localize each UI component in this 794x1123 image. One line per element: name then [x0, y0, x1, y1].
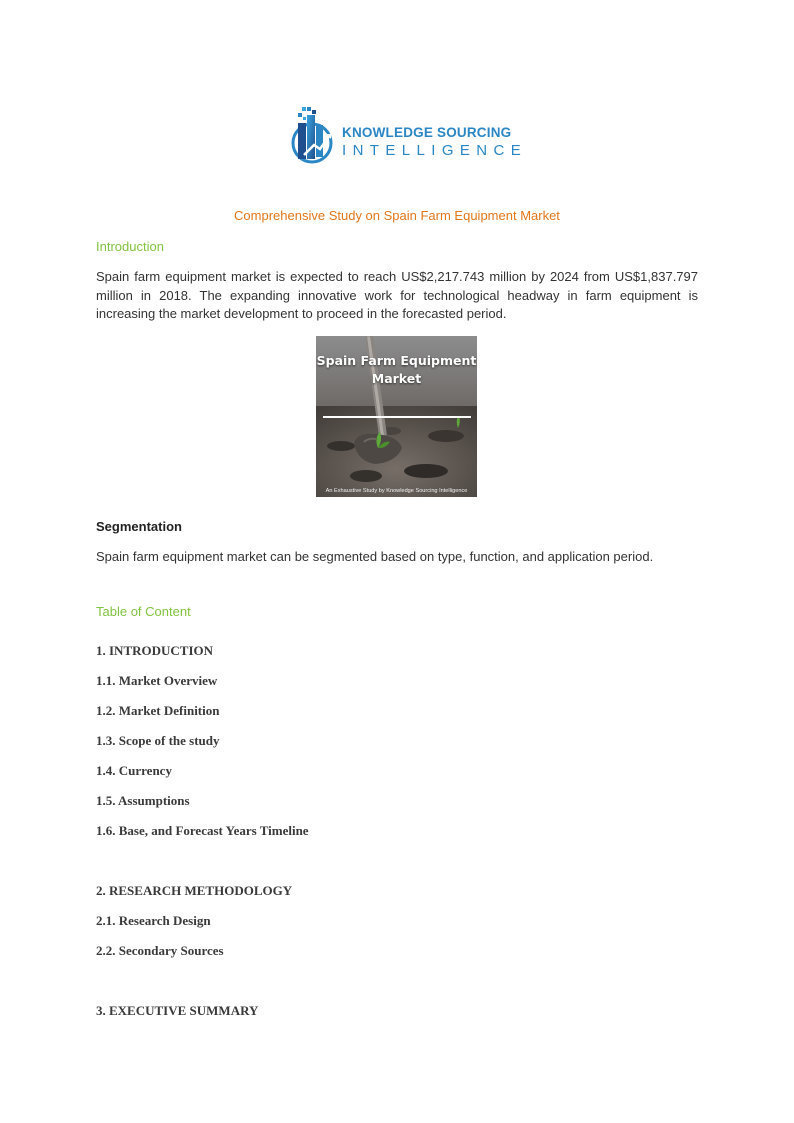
company-logo	[290, 103, 528, 165]
toc-item: 1.4. Currency	[96, 763, 172, 778]
market-cover-image	[316, 336, 477, 497]
logo-building-icon	[290, 105, 338, 165]
cover-image-title: Spain Farm Equipment Market	[316, 353, 477, 386]
logo-text-line2: INTELLIGENCE	[342, 142, 528, 159]
introduction-heading: Introduction	[96, 239, 164, 254]
segmentation-heading: Segmentation	[96, 519, 182, 534]
toc-item: 2.1. Research Design	[96, 913, 211, 928]
toc-heading: Table of Content	[96, 604, 191, 619]
toc-item: 2. RESEARCH METHODOLOGY	[96, 883, 293, 898]
toc-item: 3. EXECUTIVE SUMMARY	[96, 1003, 259, 1018]
segmentation-paragraph: Spain farm equipment market can be segmented based on type, function, and application period.	[96, 549, 654, 564]
document-title: Comprehensive Study on Spain Farm Equipment Market	[234, 208, 560, 223]
toc-item: 1. INTRODUCTION	[96, 643, 214, 658]
cover-image-caption: An Exhaustive Study by Knowledge Sourcing Intelligence	[325, 488, 468, 494]
logo-text-line1: KNOWLEDGE SOURCING	[342, 125, 512, 140]
toc-item: 1.1. Market Overview	[96, 673, 218, 688]
toc-item: 1.6. Base, and Forecast Years Timeline	[96, 823, 309, 838]
cover-image-divider	[323, 416, 471, 418]
toc-item: 1.3. Scope of the study	[96, 733, 220, 748]
toc-item: 2.2. Secondary Sources	[96, 943, 224, 958]
toc-item: 1.2. Market Definition	[96, 703, 220, 718]
introduction-paragraph: Spain farm equipment market is expected to reach US$2,217.743 million by 2024 from US$1,837.797 million in 2018. The expanding innovative work for technological headway in farm equipment is increasing the market development to proceed in the forecasted period.	[96, 269, 698, 321]
toc-item: 1.5. Assumptions	[96, 793, 190, 808]
